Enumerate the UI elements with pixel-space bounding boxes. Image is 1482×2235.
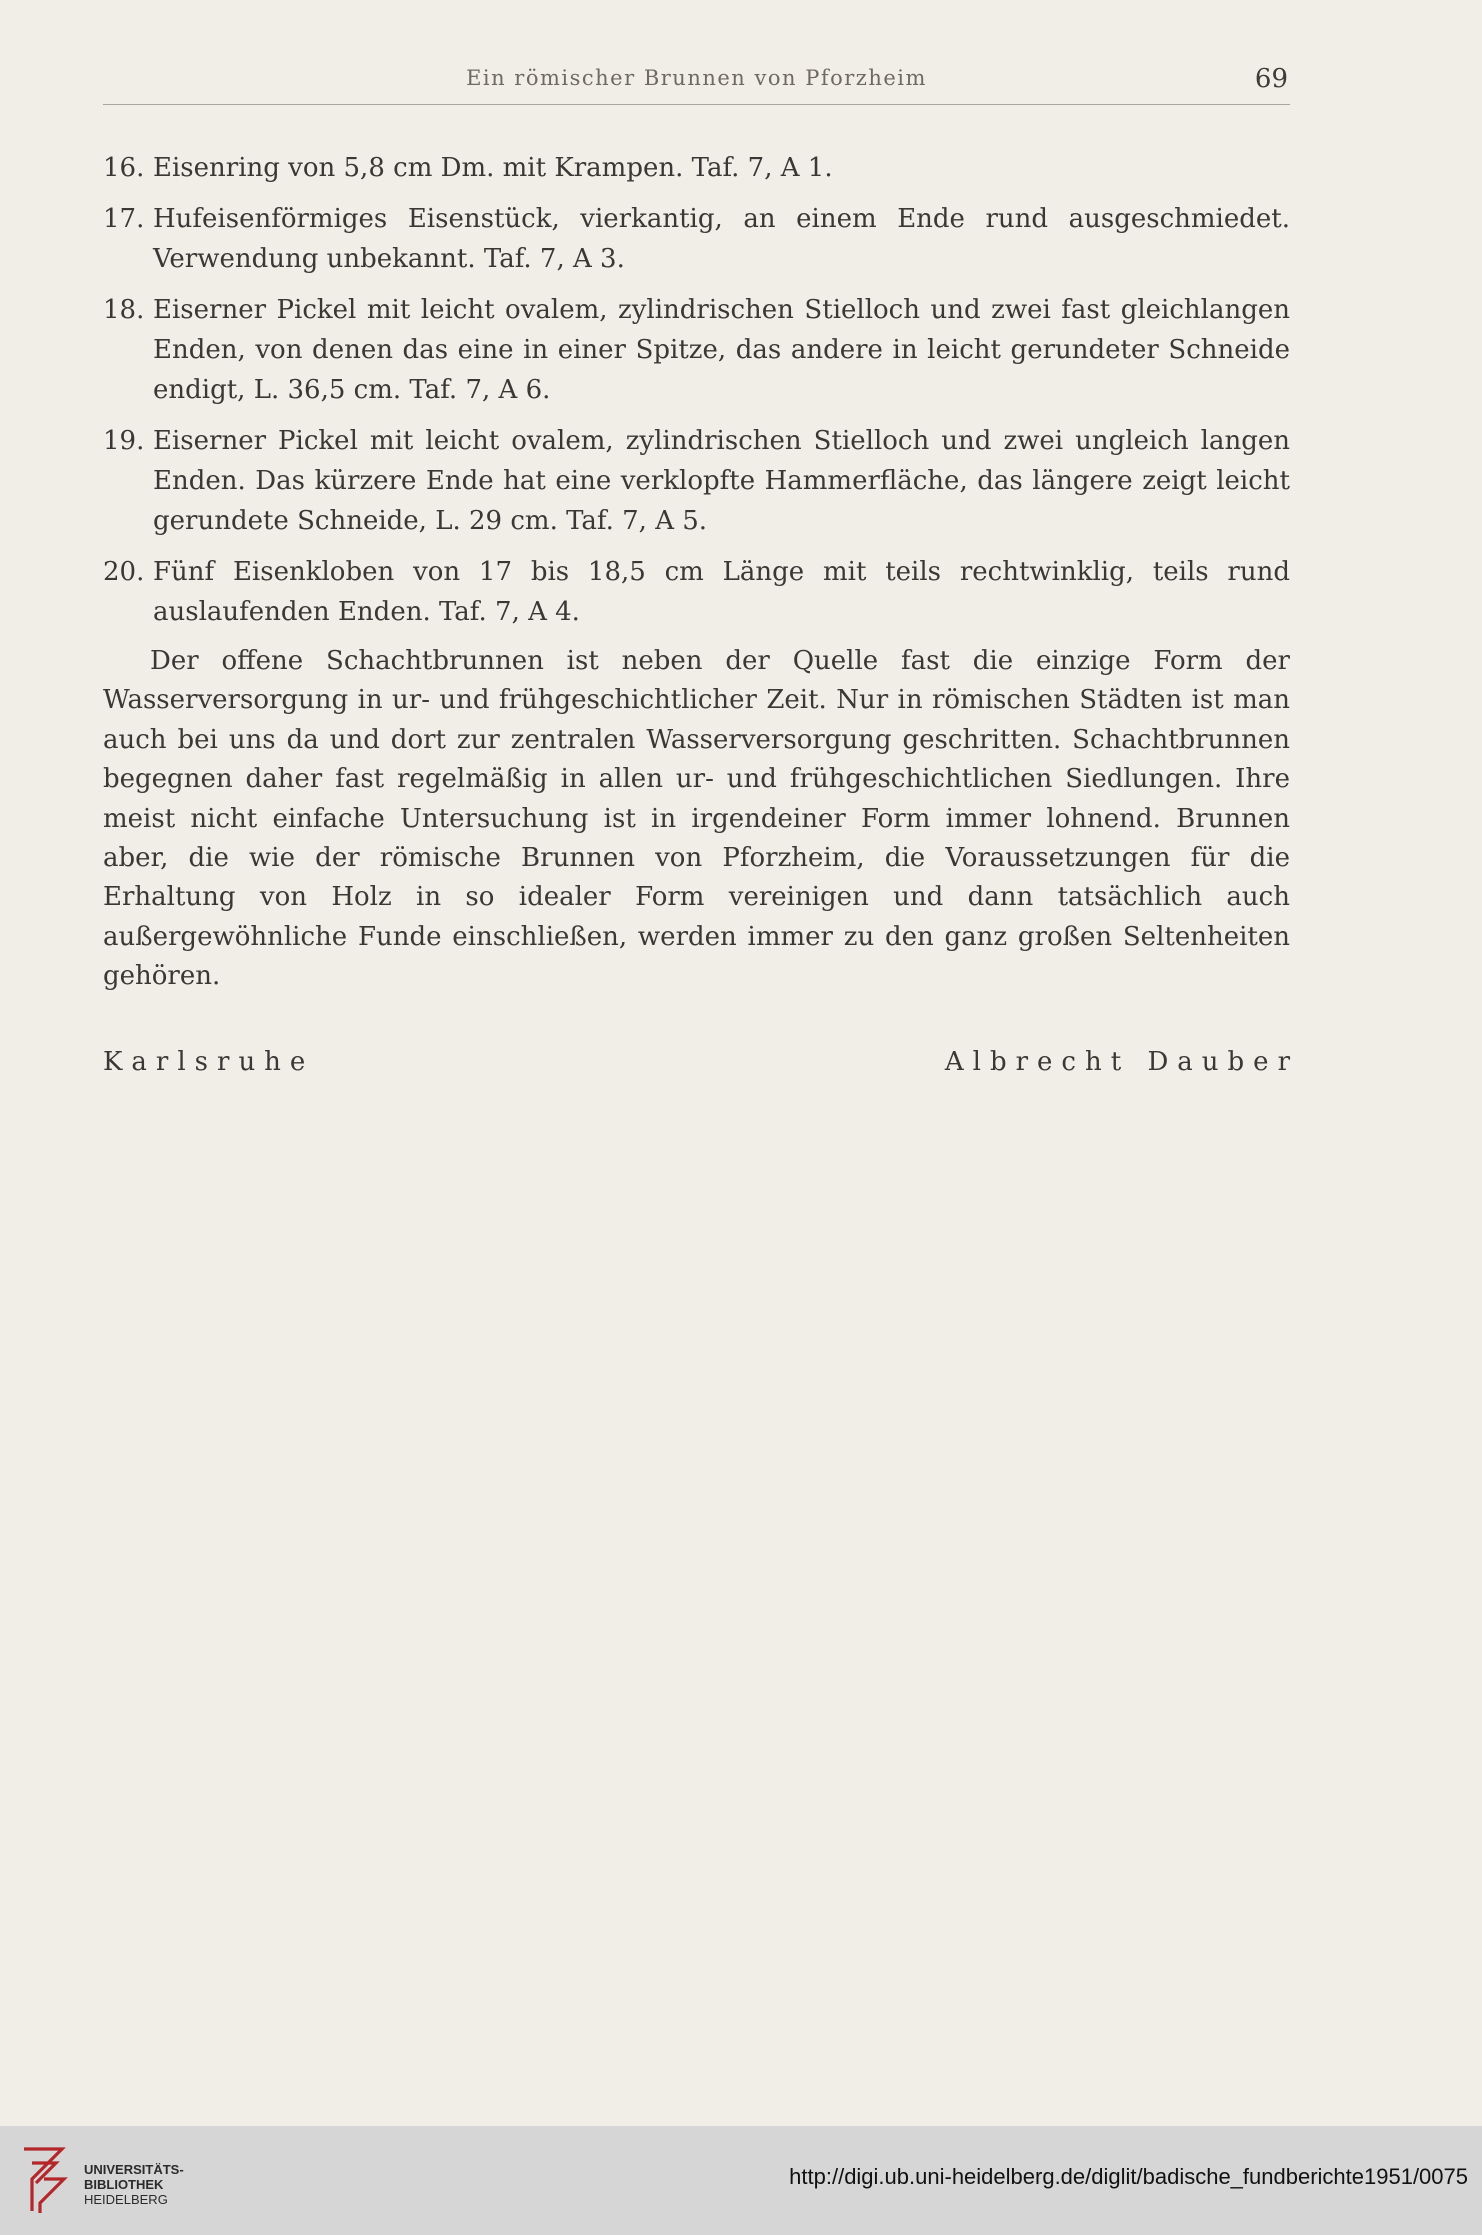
list-item bbox=[103, 199, 1290, 279]
signature-author: Albrecht Dauber bbox=[944, 1047, 1299, 1077]
list-item-text: Eiserner Pickel mit leicht ovalem, zylindrischen Stielloch und zwei ungleich langen Enden. Das kürzere Ende hat eine verklopfte Hammerfläche, das längere zeigt leicht gerundete Schneide, L. 29 cm. Taf. 7, A 5. bbox=[153, 426, 1290, 536]
list-item-number: 20. bbox=[103, 557, 145, 587]
list-item bbox=[103, 421, 1290, 541]
list-item-text: Eisenring von 5,8 cm Dm. mit Krampen. Taf. 7, A 1. bbox=[153, 153, 833, 183]
footer-bar bbox=[0, 2126, 1482, 2235]
signature-place: Karlsruhe bbox=[103, 1047, 315, 1077]
logo-line: HEIDELBERG bbox=[84, 2192, 168, 2207]
running-title: Ein römischer Brunnen von Pforzheim bbox=[466, 66, 927, 90]
find-list bbox=[103, 148, 1290, 643]
list-item-number: 19. bbox=[103, 426, 145, 456]
list-item bbox=[103, 148, 1290, 188]
list-item-number: 17. bbox=[103, 204, 145, 234]
running-head bbox=[103, 64, 1290, 105]
list-item bbox=[103, 290, 1290, 410]
list-item bbox=[103, 552, 1290, 632]
page-number: 69 bbox=[1254, 64, 1288, 94]
library-logo-icon bbox=[18, 2143, 70, 2217]
list-item-text: Eiserner Pickel mit leicht ovalem, zylindrischen Stielloch und zwei fast gleichlangen Enden, von denen das eine in einer Spitze, das andere in leicht gerundeter Schneide endigt, L. 36,5 cm. Taf. 7, A 6. bbox=[153, 295, 1290, 405]
list-item-text: Hufeisenförmiges Eisenstück, vierkantig, an einem Ende rund ausgeschmiedet. Verwendung unbekannt. Taf. 7, A 3. bbox=[153, 204, 1290, 274]
body-paragraph: Der offene Schachtbrunnen ist neben der Quelle fast die einzige Form der Wasserversorgung in ur- und frühgeschichtlicher Zeit. Nur in römischen Städten ist man auch bei uns da und dort zur zentralen Wasserversorgung geschritten. Schachtbrunnen begegnen daher fast regelmäßig in allen ur- und frühgeschichtlichen Siedlungen. Ihre meist nicht einfache Untersuchung ist in irgendeiner Form immer lohnend. Brunnen aber, die wie der römische Brunnen von Pforzheim, die Voraussetzungen für die Erhaltung von Holz in so idealer Form vereinigen und dann tatsächlich auch außergewöhnliche Funde einschließen, werden immer zu den ganz großen Seltenheiten gehören. bbox=[103, 646, 1290, 992]
list-item-number: 18. bbox=[103, 295, 145, 325]
logo-line: BIBLIOTHEK bbox=[84, 2177, 164, 2192]
signature-line bbox=[103, 1047, 1299, 1087]
permalink-url[interactable]: http://digi.ub.uni-heidelberg.de/diglit/badische_fundberichte1951/0075 bbox=[789, 2164, 1468, 2189]
list-item-text: Fünf Eisenkloben von 17 bis 18,5 cm Länge mit teils rechtwinklig, teils rund auslaufenden Enden. Taf. 7, A 4. bbox=[153, 557, 1290, 627]
logo-line: UNIVERSITÄTS- bbox=[84, 2162, 184, 2177]
list-item-number: 16. bbox=[103, 153, 145, 183]
library-logo-text bbox=[84, 2162, 184, 2207]
